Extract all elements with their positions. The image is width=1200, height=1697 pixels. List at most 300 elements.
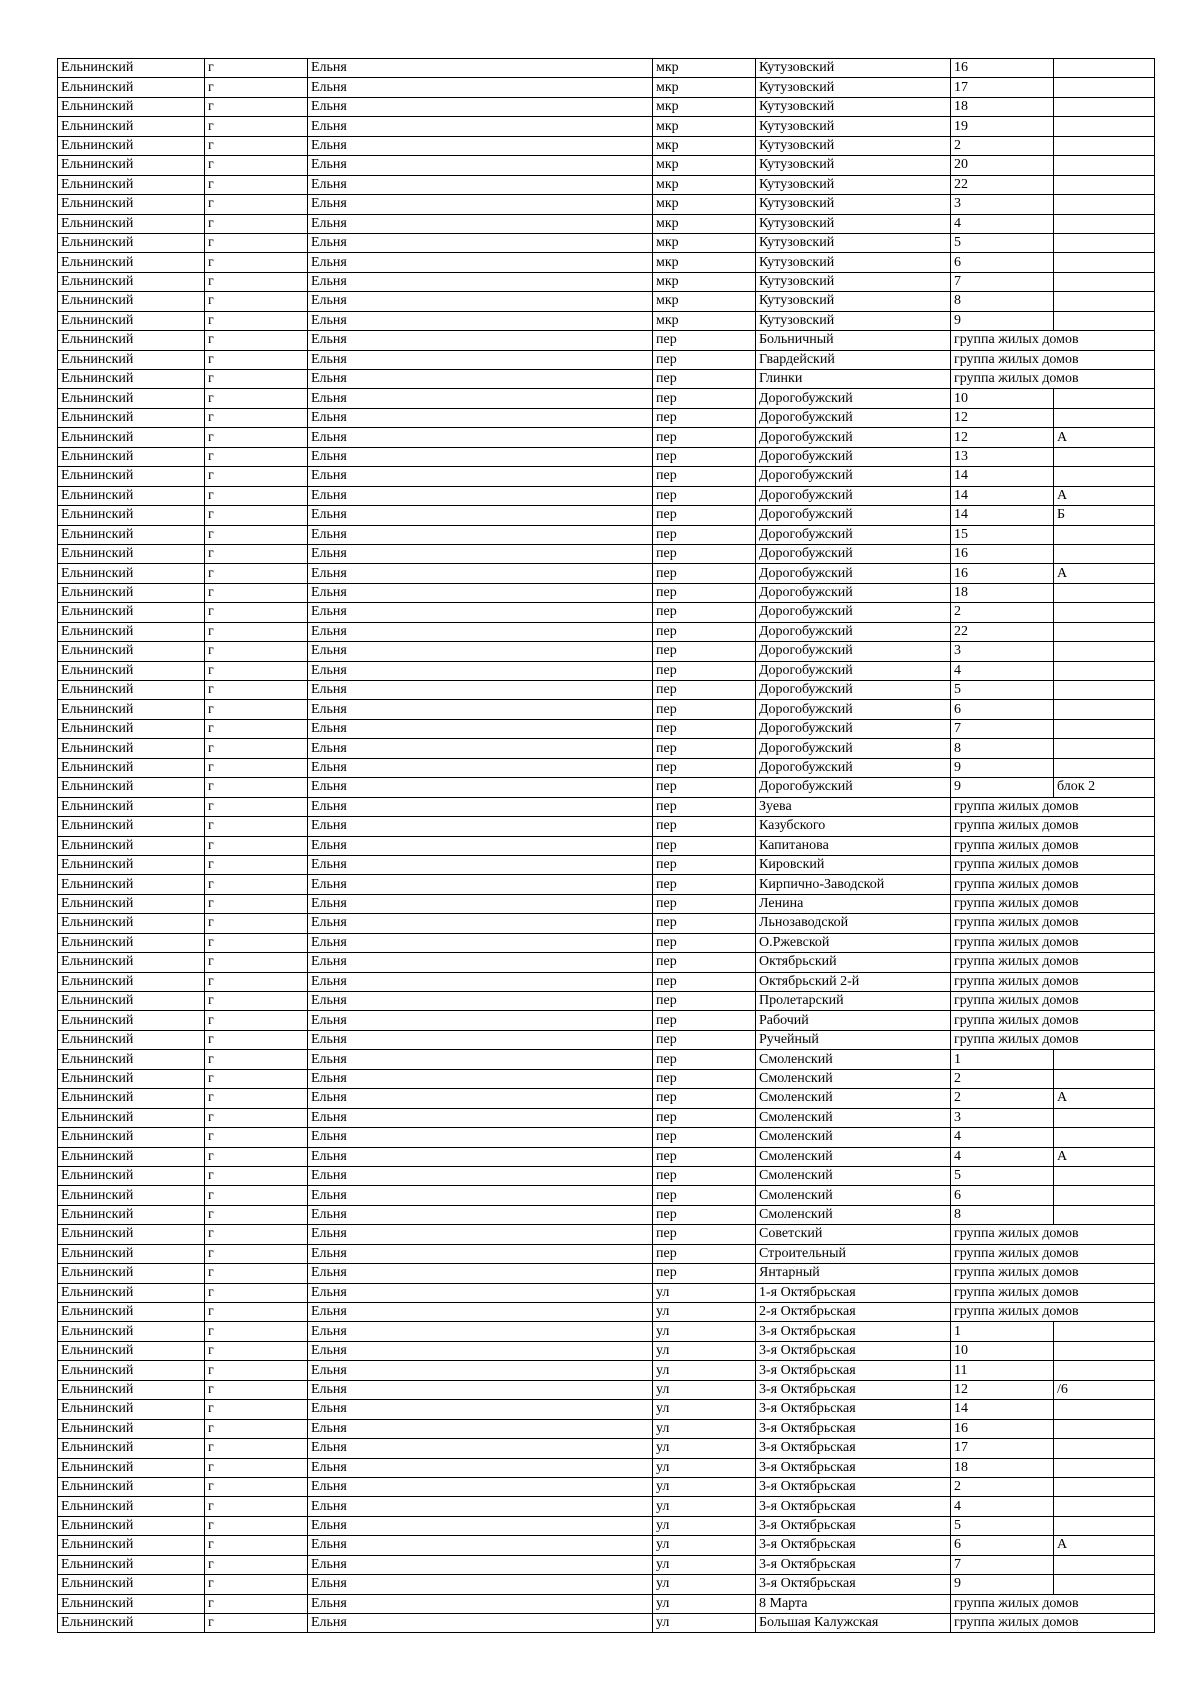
suffix-cell xyxy=(1054,544,1155,563)
locality-type-cell: г xyxy=(205,408,308,427)
locality-cell: Ельня xyxy=(308,408,653,427)
street-type-cell: пер xyxy=(653,817,756,836)
suffix-cell xyxy=(1054,1050,1155,1069)
district-cell: Ельнинский xyxy=(58,525,205,544)
locality-type-cell: г xyxy=(205,700,308,719)
table-row xyxy=(58,1322,1155,1341)
table-row xyxy=(58,1614,1155,1633)
street-cell: Кутузовский xyxy=(756,214,951,233)
house-cell: 10 xyxy=(951,1341,1054,1360)
house-cell: группа жилых домов xyxy=(951,855,1155,874)
street-type-cell: пер xyxy=(653,603,756,622)
district-cell: Ельнинский xyxy=(58,214,205,233)
suffix-cell xyxy=(1054,97,1155,116)
locality-cell: Ельня xyxy=(308,214,653,233)
locality-cell: Ельня xyxy=(308,758,653,777)
locality-type-cell: г xyxy=(205,525,308,544)
locality-type-cell: г xyxy=(205,1419,308,1438)
street-cell: Дорогобужский xyxy=(756,506,951,525)
suffix-cell xyxy=(1054,719,1155,738)
street-cell: 3-я Октябрьская xyxy=(756,1400,951,1419)
district-cell: Ельнинский xyxy=(58,1555,205,1574)
street-type-cell: мкр xyxy=(653,292,756,311)
house-cell: 3 xyxy=(951,195,1054,214)
suffix-cell xyxy=(1054,467,1155,486)
house-cell: группа жилых домов xyxy=(951,797,1155,816)
street-cell: Дорогобужский xyxy=(756,642,951,661)
house-cell: 14 xyxy=(951,467,1054,486)
locality-type-cell: г xyxy=(205,117,308,136)
house-cell: 4 xyxy=(951,661,1054,680)
table-row xyxy=(58,1361,1155,1380)
table-row xyxy=(58,175,1155,194)
table-row xyxy=(58,544,1155,563)
district-cell: Ельнинский xyxy=(58,428,205,447)
house-cell: группа жилых домов xyxy=(951,1244,1155,1263)
district-cell: Ельнинский xyxy=(58,778,205,797)
house-cell: группа жилых домов xyxy=(951,972,1155,991)
street-cell: Смоленский xyxy=(756,1205,951,1224)
suffix-cell xyxy=(1054,389,1155,408)
locality-type-cell: г xyxy=(205,1186,308,1205)
street-type-cell: ул xyxy=(653,1458,756,1477)
house-cell: 19 xyxy=(951,117,1054,136)
district-cell: Ельнинский xyxy=(58,564,205,583)
locality-type-cell: г xyxy=(205,544,308,563)
street-cell: Дорогобужский xyxy=(756,525,951,544)
locality-type-cell: г xyxy=(205,350,308,369)
district-cell: Ельнинский xyxy=(58,1283,205,1302)
suffix-cell xyxy=(1054,1205,1155,1224)
table-row xyxy=(58,817,1155,836)
street-type-cell: пер xyxy=(653,914,756,933)
street-cell: Дорогобужский xyxy=(756,739,951,758)
district-cell: Ельнинский xyxy=(58,233,205,252)
street-cell: О.Ржевской xyxy=(756,933,951,952)
street-type-cell: ул xyxy=(653,1361,756,1380)
street-type-cell: ул xyxy=(653,1516,756,1535)
suffix-cell xyxy=(1054,758,1155,777)
house-cell: 7 xyxy=(951,272,1054,291)
table-row xyxy=(58,1264,1155,1283)
locality-cell: Ельня xyxy=(308,739,653,758)
table-row xyxy=(58,1050,1155,1069)
table-row xyxy=(58,272,1155,291)
street-cell: Кутузовский xyxy=(756,97,951,116)
table-row xyxy=(58,156,1155,175)
house-cell: 12 xyxy=(951,1380,1054,1399)
locality-cell: Ельня xyxy=(308,1128,653,1147)
locality-type-cell: г xyxy=(205,1477,308,1496)
street-cell: 3-я Октябрьская xyxy=(756,1575,951,1594)
street-type-cell: пер xyxy=(653,739,756,758)
table-row xyxy=(58,1341,1155,1360)
locality-type-cell: г xyxy=(205,953,308,972)
street-type-cell: пер xyxy=(653,992,756,1011)
street-cell: Кутузовский xyxy=(756,311,951,330)
locality-cell: Ельня xyxy=(308,583,653,602)
locality-type-cell: г xyxy=(205,1089,308,1108)
house-cell: группа жилых домов xyxy=(951,1225,1155,1244)
locality-cell: Ельня xyxy=(308,1322,653,1341)
street-type-cell: мкр xyxy=(653,97,756,116)
house-cell: 9 xyxy=(951,1575,1054,1594)
district-cell: Ельнинский xyxy=(58,253,205,272)
street-type-cell: пер xyxy=(653,1030,756,1049)
street-type-cell: пер xyxy=(653,1050,756,1069)
table-row xyxy=(58,564,1155,583)
street-type-cell: пер xyxy=(653,1186,756,1205)
district-cell: Ельнинский xyxy=(58,59,205,78)
street-cell: Дорогобужский xyxy=(756,603,951,622)
house-cell: группа жилых домов xyxy=(951,894,1155,913)
house-cell: 13 xyxy=(951,447,1054,466)
suffix-cell xyxy=(1054,700,1155,719)
street-type-cell: мкр xyxy=(653,195,756,214)
table-row xyxy=(58,719,1155,738)
district-cell: Ельнинский xyxy=(58,467,205,486)
table-row xyxy=(58,1380,1155,1399)
house-cell: 4 xyxy=(951,1497,1054,1516)
locality-type-cell: г xyxy=(205,214,308,233)
house-cell: 22 xyxy=(951,622,1054,641)
suffix-cell xyxy=(1054,408,1155,427)
locality-type-cell: г xyxy=(205,272,308,291)
locality-type-cell: г xyxy=(205,1322,308,1341)
district-cell: Ельнинский xyxy=(58,1166,205,1185)
house-cell: 1 xyxy=(951,1050,1054,1069)
suffix-cell xyxy=(1054,739,1155,758)
street-type-cell: мкр xyxy=(653,117,756,136)
street-cell: 3-я Октябрьская xyxy=(756,1516,951,1535)
street-cell: Кутузовский xyxy=(756,195,951,214)
district-cell: Ельнинский xyxy=(58,972,205,991)
table-row xyxy=(58,1400,1155,1419)
house-cell: 20 xyxy=(951,156,1054,175)
street-cell: Дорогобужский xyxy=(756,719,951,738)
table-row xyxy=(58,622,1155,641)
house-cell: группа жилых домов xyxy=(951,992,1155,1011)
table-row xyxy=(58,389,1155,408)
street-cell: Смоленский xyxy=(756,1128,951,1147)
street-cell: Казубского xyxy=(756,817,951,836)
house-cell: 5 xyxy=(951,1166,1054,1185)
street-type-cell: пер xyxy=(653,972,756,991)
locality-cell: Ельня xyxy=(308,1614,653,1633)
locality-cell: Ельня xyxy=(308,778,653,797)
street-cell: 2-я Октябрьская xyxy=(756,1303,951,1322)
street-cell: Смоленский xyxy=(756,1147,951,1166)
table-row xyxy=(58,875,1155,894)
district-cell: Ельнинский xyxy=(58,1439,205,1458)
house-cell: 8 xyxy=(951,1205,1054,1224)
locality-cell: Ельня xyxy=(308,1341,653,1360)
street-cell: 8 Марта xyxy=(756,1594,951,1613)
district-cell: Ельнинский xyxy=(58,1536,205,1555)
locality-type-cell: г xyxy=(205,622,308,641)
street-cell: Кутузовский xyxy=(756,136,951,155)
table-row xyxy=(58,1186,1155,1205)
locality-cell: Ельня xyxy=(308,1439,653,1458)
house-cell: 4 xyxy=(951,214,1054,233)
house-cell: 14 xyxy=(951,486,1054,505)
house-cell: 16 xyxy=(951,1419,1054,1438)
street-cell: Дорогобужский xyxy=(756,564,951,583)
table-row xyxy=(58,1303,1155,1322)
street-type-cell: пер xyxy=(653,1166,756,1185)
locality-cell: Ельня xyxy=(308,1283,653,1302)
table-row xyxy=(58,311,1155,330)
house-cell: 8 xyxy=(951,292,1054,311)
suffix-cell xyxy=(1054,214,1155,233)
street-type-cell: пер xyxy=(653,855,756,874)
table-row xyxy=(58,331,1155,350)
locality-cell: Ельня xyxy=(308,292,653,311)
house-cell: 15 xyxy=(951,525,1054,544)
district-cell: Ельнинский xyxy=(58,1205,205,1224)
street-cell: Кутузовский xyxy=(756,59,951,78)
street-type-cell: ул xyxy=(653,1322,756,1341)
street-cell: Большая Калужская xyxy=(756,1614,951,1633)
locality-cell: Ельня xyxy=(308,1147,653,1166)
house-cell: 16 xyxy=(951,544,1054,563)
district-cell: Ельнинский xyxy=(58,1186,205,1205)
suffix-cell: А xyxy=(1054,1147,1155,1166)
suffix-cell xyxy=(1054,1516,1155,1535)
street-type-cell: пер xyxy=(653,642,756,661)
table-row xyxy=(58,661,1155,680)
street-type-cell: мкр xyxy=(653,253,756,272)
suffix-cell xyxy=(1054,622,1155,641)
district-cell: Ельнинский xyxy=(58,700,205,719)
district-cell: Ельнинский xyxy=(58,855,205,874)
table-row xyxy=(58,972,1155,991)
table-row xyxy=(58,233,1155,252)
house-cell: группа жилых домов xyxy=(951,1594,1155,1613)
house-cell: 18 xyxy=(951,97,1054,116)
street-cell: Смоленский xyxy=(756,1108,951,1127)
locality-type-cell: г xyxy=(205,1380,308,1399)
locality-cell: Ельня xyxy=(308,350,653,369)
street-type-cell: пер xyxy=(653,700,756,719)
locality-cell: Ельня xyxy=(308,1477,653,1496)
table-row xyxy=(58,914,1155,933)
street-type-cell: пер xyxy=(653,1147,756,1166)
street-cell: Дорогобужский xyxy=(756,778,951,797)
district-cell: Ельнинский xyxy=(58,350,205,369)
street-cell: Дорогобужский xyxy=(756,467,951,486)
street-cell: Октябрьский 2-й xyxy=(756,972,951,991)
street-type-cell: ул xyxy=(653,1575,756,1594)
locality-type-cell: г xyxy=(205,1303,308,1322)
street-cell: Ленина xyxy=(756,894,951,913)
table-row xyxy=(58,933,1155,952)
house-cell: 9 xyxy=(951,311,1054,330)
locality-cell: Ельня xyxy=(308,1380,653,1399)
house-cell: 7 xyxy=(951,1555,1054,1574)
locality-type-cell: г xyxy=(205,583,308,602)
table-row xyxy=(58,78,1155,97)
table-row xyxy=(58,1108,1155,1127)
district-cell: Ельнинский xyxy=(58,1594,205,1613)
district-cell: Ельнинский xyxy=(58,272,205,291)
street-cell: Кутузовский xyxy=(756,292,951,311)
district-cell: Ельнинский xyxy=(58,1108,205,1127)
suffix-cell xyxy=(1054,156,1155,175)
street-cell: Кутузовский xyxy=(756,253,951,272)
locality-cell: Ельня xyxy=(308,681,653,700)
locality-type-cell: г xyxy=(205,972,308,991)
locality-type-cell: г xyxy=(205,1225,308,1244)
house-cell: 7 xyxy=(951,719,1054,738)
house-cell: группа жилых домов xyxy=(951,836,1155,855)
house-cell: 3 xyxy=(951,1108,1054,1127)
locality-type-cell: г xyxy=(205,1341,308,1360)
locality-type-cell: г xyxy=(205,914,308,933)
street-type-cell: пер xyxy=(653,661,756,680)
locality-type-cell: г xyxy=(205,1128,308,1147)
house-cell: 3 xyxy=(951,642,1054,661)
locality-cell: Ельня xyxy=(308,603,653,622)
table-row xyxy=(58,97,1155,116)
district-cell: Ельнинский xyxy=(58,1244,205,1263)
street-type-cell: пер xyxy=(653,836,756,855)
street-cell: 3-я Октябрьская xyxy=(756,1439,951,1458)
street-cell: Смоленский xyxy=(756,1166,951,1185)
district-cell: Ельнинский xyxy=(58,1497,205,1516)
street-cell: Дорогобужский xyxy=(756,758,951,777)
table-row xyxy=(58,1439,1155,1458)
locality-cell: Ельня xyxy=(308,875,653,894)
district-cell: Ельнинский xyxy=(58,1341,205,1360)
locality-cell: Ельня xyxy=(308,1244,653,1263)
district-cell: Ельнинский xyxy=(58,603,205,622)
locality-type-cell: г xyxy=(205,1614,308,1633)
street-cell: Дорогобужский xyxy=(756,661,951,680)
locality-type-cell: г xyxy=(205,933,308,952)
locality-cell: Ельня xyxy=(308,1303,653,1322)
suffix-cell xyxy=(1054,447,1155,466)
district-cell: Ельнинский xyxy=(58,544,205,563)
street-type-cell: пер xyxy=(653,1089,756,1108)
locality-type-cell: г xyxy=(205,1030,308,1049)
locality-type-cell: г xyxy=(205,719,308,738)
street-type-cell: пер xyxy=(653,1069,756,1088)
locality-cell: Ельня xyxy=(308,1050,653,1069)
street-type-cell: пер xyxy=(653,1011,756,1030)
locality-type-cell: г xyxy=(205,797,308,816)
house-cell: группа жилых домов xyxy=(951,1030,1155,1049)
district-cell: Ельнинский xyxy=(58,175,205,194)
house-cell: 22 xyxy=(951,175,1054,194)
locality-cell: Ельня xyxy=(308,797,653,816)
locality-cell: Ельня xyxy=(308,544,653,563)
locality-cell: Ельня xyxy=(308,389,653,408)
house-cell: 2 xyxy=(951,136,1054,155)
locality-cell: Ельня xyxy=(308,1011,653,1030)
locality-cell: Ельня xyxy=(308,894,653,913)
locality-type-cell: г xyxy=(205,175,308,194)
street-type-cell: пер xyxy=(653,1128,756,1147)
suffix-cell xyxy=(1054,78,1155,97)
locality-cell: Ельня xyxy=(308,1264,653,1283)
locality-cell: Ельня xyxy=(308,817,653,836)
street-cell: Кутузовский xyxy=(756,117,951,136)
table-row xyxy=(58,1536,1155,1555)
suffix-cell xyxy=(1054,311,1155,330)
street-cell: Янтарный xyxy=(756,1264,951,1283)
street-type-cell: ул xyxy=(653,1283,756,1302)
suffix-cell xyxy=(1054,1069,1155,1088)
district-cell: Ельнинский xyxy=(58,447,205,466)
house-cell: группа жилых домов xyxy=(951,953,1155,972)
table-row xyxy=(58,700,1155,719)
suffix-cell xyxy=(1054,525,1155,544)
street-type-cell: ул xyxy=(653,1380,756,1399)
suffix-cell: А xyxy=(1054,428,1155,447)
suffix-cell: А xyxy=(1054,564,1155,583)
street-cell: 3-я Октябрьская xyxy=(756,1322,951,1341)
suffix-cell xyxy=(1054,1361,1155,1380)
suffix-cell xyxy=(1054,292,1155,311)
district-cell: Ельнинский xyxy=(58,1089,205,1108)
house-cell: группа жилых домов xyxy=(951,1283,1155,1302)
locality-type-cell: г xyxy=(205,1205,308,1224)
street-cell: Глинки xyxy=(756,370,951,389)
district-cell: Ельнинский xyxy=(58,1264,205,1283)
table-row xyxy=(58,1030,1155,1049)
street-cell: Дорогобужский xyxy=(756,681,951,700)
locality-type-cell: г xyxy=(205,1555,308,1574)
locality-cell: Ельня xyxy=(308,1400,653,1419)
street-cell: Дорогобужский xyxy=(756,408,951,427)
house-cell: 14 xyxy=(951,506,1054,525)
district-cell: Ельнинский xyxy=(58,933,205,952)
district-cell: Ельнинский xyxy=(58,311,205,330)
house-cell: 16 xyxy=(951,564,1054,583)
suffix-cell xyxy=(1054,583,1155,602)
table-row xyxy=(58,350,1155,369)
street-type-cell: ул xyxy=(653,1303,756,1322)
locality-type-cell: г xyxy=(205,603,308,622)
suffix-cell xyxy=(1054,233,1155,252)
locality-cell: Ельня xyxy=(308,370,653,389)
table-row xyxy=(58,1147,1155,1166)
house-cell: 18 xyxy=(951,1458,1054,1477)
district-cell: Ельнинский xyxy=(58,797,205,816)
locality-cell: Ельня xyxy=(308,855,653,874)
street-cell: Кутузовский xyxy=(756,175,951,194)
locality-type-cell: г xyxy=(205,1439,308,1458)
house-cell: группа жилых домов xyxy=(951,817,1155,836)
table-row xyxy=(58,992,1155,1011)
street-cell: Больничный xyxy=(756,331,951,350)
locality-cell: Ельня xyxy=(308,59,653,78)
street-cell: 3-я Октябрьская xyxy=(756,1536,951,1555)
house-cell: 6 xyxy=(951,700,1054,719)
locality-type-cell: г xyxy=(205,59,308,78)
house-cell: 6 xyxy=(951,1186,1054,1205)
street-type-cell: ул xyxy=(653,1497,756,1516)
street-cell: 3-я Октябрьская xyxy=(756,1477,951,1496)
locality-cell: Ельня xyxy=(308,972,653,991)
street-type-cell: пер xyxy=(653,894,756,913)
house-cell: 5 xyxy=(951,1516,1054,1535)
street-type-cell: ул xyxy=(653,1594,756,1613)
locality-type-cell: г xyxy=(205,1166,308,1185)
street-cell: Капитанова xyxy=(756,836,951,855)
table-row xyxy=(58,370,1155,389)
